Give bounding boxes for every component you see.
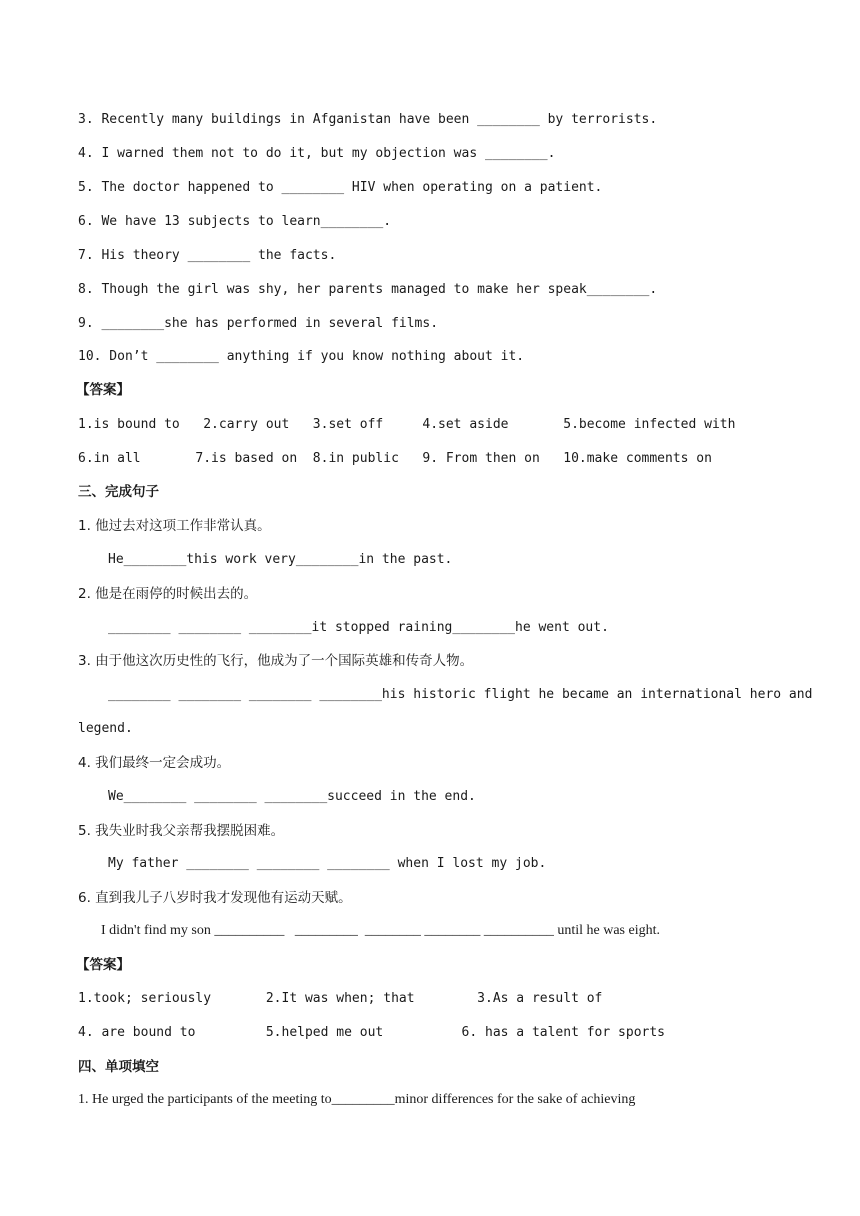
sentence-en-2: ________ ________ ________it stopped raining________he went out. (108, 620, 609, 635)
sentence-en-3: ________ ________ ________ ________his historic flight he became an international hero and (108, 687, 813, 702)
mc-question-1: 1. He urged the participants of the meeting to_________minor differences for the sake of achieving (78, 1092, 636, 1107)
question-6: 6. We have 13 subjects to learn________. (78, 214, 392, 229)
sentence-cn-3: 3. 由于他这次历史性的飞行，他成为了一个国际英雄和传奇人物。 (78, 653, 474, 669)
section-heading: 三、完成句子 (78, 484, 159, 500)
question-10: 10. Don’t ________ anything if you know nothing about it. (78, 349, 525, 364)
answer-row: 1.is bound to 2.carry out 3.set off 4.set aside 5.become infected with (78, 417, 736, 432)
sentence-en-5: My father ________ ________ ________ when I lost my job. (108, 856, 547, 871)
section-heading: 四、单项填空 (78, 1059, 159, 1075)
sentence-en-6: I didn't find my son __________ _________ ________ ________ __________ until he was eight. (101, 923, 661, 938)
answer-heading: 【答案】 (76, 382, 130, 398)
sentence-cn-2: 2. 他是在雨停的时候出去的。 (78, 586, 258, 602)
answer-heading: 【答案】 (76, 957, 130, 973)
question-9: 9. ________she has performed in several films. (78, 316, 439, 331)
sentence-cn-1: 1. 他过去对这项工作非常认真。 (78, 518, 271, 534)
sentence-en-4: We________ ________ ________succeed in the end. (108, 789, 476, 804)
question-5: 5. The doctor happened to ________ HIV when operating on a patient. (78, 180, 603, 195)
sentence-en-1: He________this work very________in the past. (108, 552, 453, 567)
sentence-cn-4: 4. 我们最终一定会成功。 (78, 755, 231, 771)
question-7: 7. His theory ________ the facts. (78, 248, 337, 263)
question-8: 8. Though the girl was shy, her parents managed to make her speak________. (78, 282, 658, 297)
answer-row: 1.took; seriously 2.It was when; that 3.As a result of (78, 991, 603, 1006)
answer-row: 4. are bound to 5.helped me out 6. has a talent for sports (78, 1025, 665, 1040)
question-4: 4. I warned them not to do it, but my objection was ________. (78, 146, 556, 161)
sentence-cn-5: 5. 我失业时我父亲帮我摆脱困难。 (78, 823, 285, 839)
question-3: 3. Recently many buildings in Afganistan have been ________ by terrorists. (78, 112, 658, 127)
sentence-cn-6: 6. 直到我儿子八岁时我才发现他有运动天赋。 (78, 890, 352, 906)
sentence-en-3-cont: legend. (78, 721, 133, 736)
answer-row: 6.in all 7.is based on 8.in public 9. From then on 10.make comments on (78, 451, 712, 466)
